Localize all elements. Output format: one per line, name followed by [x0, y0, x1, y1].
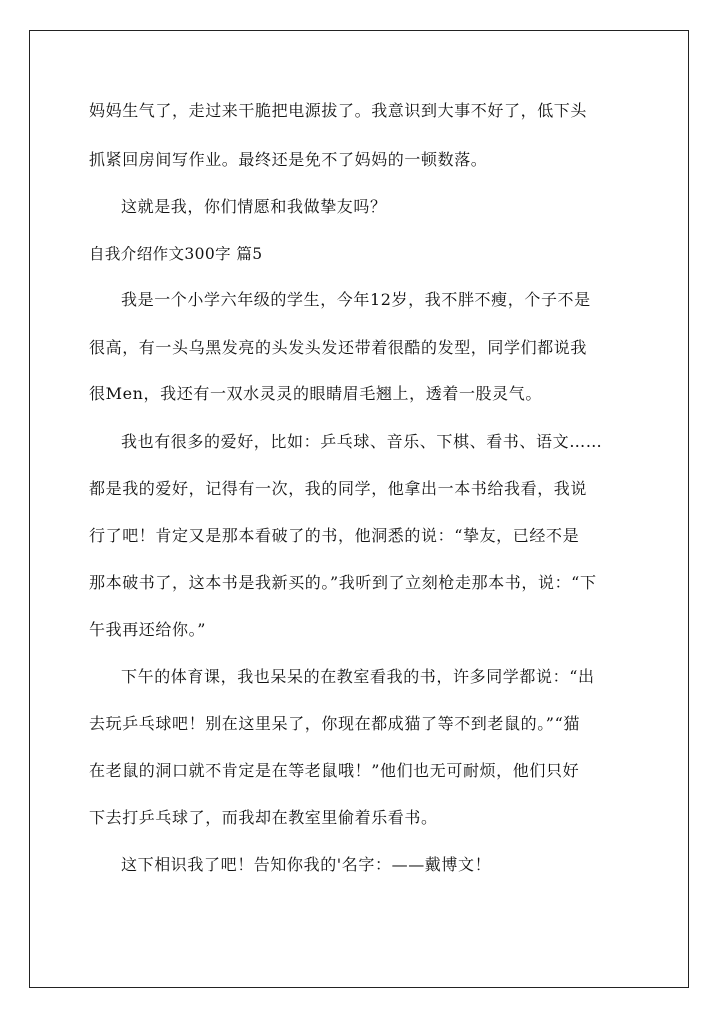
paragraph-line: 都是我的爱好，记得有一次，我的同学，他拿出一本书给我看，我说 [89, 479, 588, 498]
paragraph-line: 那本破书了，这本书是我新买的。”我听到了立刻枪走那本书，说：“下 [89, 573, 597, 592]
paragraph-line: 很高，有一头乌黑发亮的头发头发还带着很酷的发型，同学们都说我 [89, 338, 588, 357]
paragraph-line: 抓紧回房间写作业。最终还是免不了妈妈的一顿数落。 [89, 150, 488, 169]
paragraph-line: 这下相识我了吧！告知你我的'名字：——戴博文！ [121, 855, 492, 874]
paragraph-line: 下去打乒乓球了，而我却在教室里偷着乐看书。 [89, 808, 438, 827]
page-border [29, 30, 689, 988]
paragraph-line: 很Men，我还有一双水灵灵的眼睛眉毛翘上，透着一股灵气。 [89, 384, 542, 403]
paragraph-line: 这就是我，你们情愿和我做挚友吗？ [121, 197, 387, 216]
paragraph-line: 我也有很多的爱好，比如：乒乓球、音乐、下棋、看书、语文…… [121, 432, 603, 451]
paragraph-line: 行了吧！肯定又是那本看破了的书，他洞悉的说：“挚友，已经不是 [89, 526, 580, 545]
paragraph-line: 妈妈生气了，走过来干脆把电源拔了。我意识到大事不好了，低下头 [89, 101, 588, 120]
section-heading: 自我介绍作文300字 篇5 [89, 245, 263, 263]
paragraph-line: 在老鼠的洞口就不肯定是在等老鼠哦！”他们也无可耐烦，他们只好 [89, 761, 580, 780]
paragraph-line: 午我再还给你。” [89, 620, 206, 639]
paragraph-line: 下午的体育课，我也呆呆的在教室看我的书，许多同学都说：“出 [121, 667, 595, 686]
paragraph-line: 我是一个小学六年级的学生，今年12岁，我不胖不瘦，个子不是 [121, 290, 591, 309]
paragraph-line: 去玩乒乓球吧！别在这里呆了，你现在都成猫了等不到老鼠的。”“猫 [89, 714, 580, 733]
